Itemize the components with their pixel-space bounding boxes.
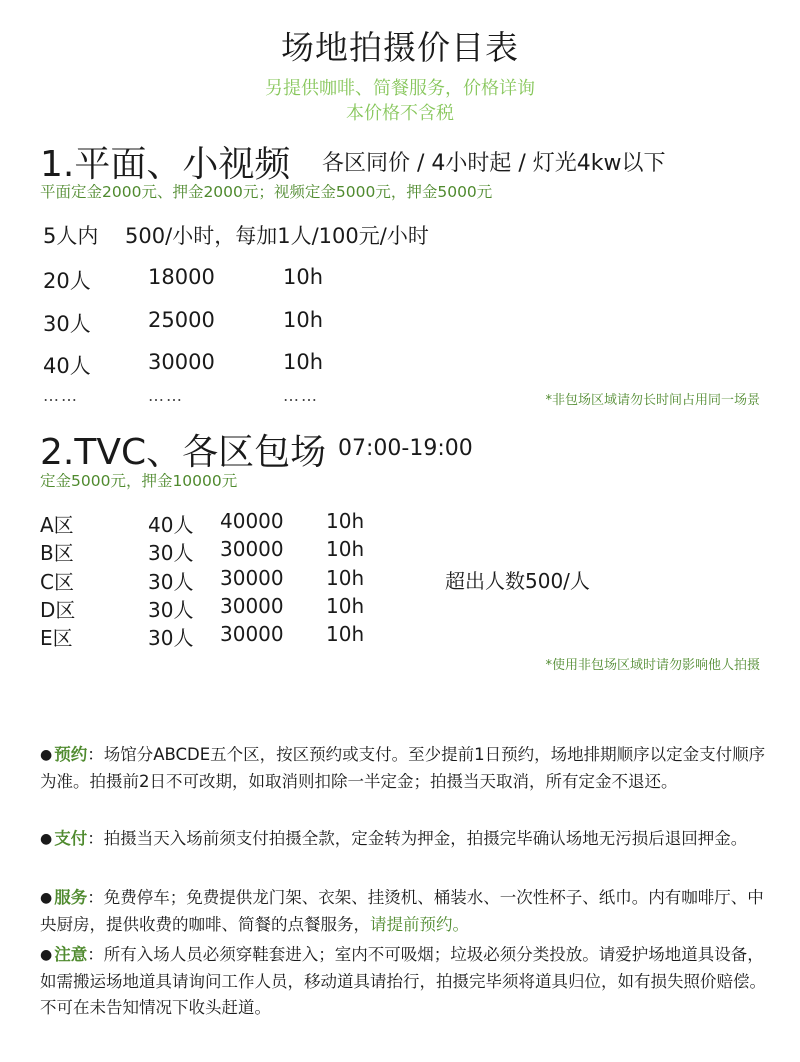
bullet-icon: ● <box>40 831 53 847</box>
zone-name: C区 <box>40 570 74 594</box>
bullet-icon: ● <box>40 947 53 963</box>
section1-note: 各区同价 / 4小时起 / 灯光4kw以下 <box>322 151 666 176</box>
zone-price: 30000 <box>220 594 284 618</box>
section2-heading: 2.TVC、各区包场 <box>40 432 327 473</box>
section1-rate-line: 5人内 500/小时，每加1人/100元/小时 <box>43 224 429 248</box>
zone-price: 40000 <box>220 509 284 533</box>
subtitle-tax: 本价格不含税 <box>346 103 454 124</box>
ellipsis: …… <box>283 386 319 405</box>
attention-text: ：所有入场人员必须穿鞋套进入；室内不可吸烟；垃圾必须分类投放。请爱护场地道具设备，如需搬运场地道具请询问工作人员，移动道具请抬行，拍摄完毕须将道具归位，如有损失照价赔偿。不可在未告知情况下收头赶道。 <box>40 945 766 1017</box>
service-paragraph <box>40 885 770 938</box>
attention-label: 注意 <box>54 945 88 964</box>
overage-note: 超出人数500/人 <box>445 569 590 593</box>
section2-side-note: *使用非包场区域时请勿影响他人拍摄 <box>545 658 760 673</box>
zone-price: 30000 <box>220 622 284 646</box>
section1-row-price: 25000 <box>148 308 215 332</box>
zone-name: A区 <box>40 513 74 537</box>
zone-name: B区 <box>40 541 74 565</box>
ellipsis: …… <box>148 386 184 405</box>
zone-people: 30人 <box>148 598 194 622</box>
zone-price: 30000 <box>220 566 284 590</box>
ellipsis: …… <box>43 386 79 405</box>
section1-row-duration: 10h <box>283 265 324 289</box>
section1-row-price: 30000 <box>148 350 215 374</box>
payment-label: 支付 <box>54 829 88 848</box>
zone-duration: 10h <box>326 566 365 590</box>
zone-price: 30000 <box>220 537 284 561</box>
service-label: 服务 <box>54 888 88 907</box>
section1-row-duration: 10h <box>283 308 324 332</box>
zone-duration: 10h <box>326 537 365 561</box>
booking-label: 预约 <box>54 745 88 764</box>
zone-people: 30人 <box>148 541 194 565</box>
booking-paragraph <box>40 742 770 795</box>
zone-people: 40人 <box>148 513 194 537</box>
section2-deposit: 定金5000元，押金10000元 <box>40 472 238 490</box>
zone-people: 30人 <box>148 570 194 594</box>
section1-side-note: *非包场区域请勿长时间占用同一场景 <box>545 393 760 408</box>
zone-name: D区 <box>40 598 76 622</box>
service-highlight: 请提前预约。 <box>370 914 469 934</box>
section1-row-people: 30人 <box>43 312 91 336</box>
section1-row-duration: 10h <box>283 350 324 374</box>
payment-text: ：拍摄当天入场前须支付拍摄全款，定金转为押金，拍摄完毕确认场地无污损后退回押金。 <box>87 829 748 848</box>
page-title: 场地拍摄价目表 <box>281 28 519 67</box>
payment-paragraph <box>40 826 770 853</box>
service-text: ：免费停车；免费提供龙门架、衣架、挂烫机、桶装水、一次性杯子、纸巾。内有咖啡厅、中央厨房，提供收费的咖啡、简餐的点餐服务， <box>40 888 764 934</box>
section2-time: 07:00-19:00 <box>338 436 473 461</box>
section1-deposit: 平面定金2000元、押金2000元；视频定金5000元，押金5000元 <box>40 183 493 201</box>
subtitle-service: 另提供咖啡、简餐服务，价格详询 <box>265 78 535 99</box>
zone-duration: 10h <box>326 509 365 533</box>
section1-heading: 1.平面、小视频 <box>40 144 291 185</box>
booking-text: ：场馆分ABCDE五个区，按区预约或支付。至少提前1日预约，场地排期顺序以定金支付顺序为准。拍摄前2日不可改期，如取消则扣除一半定金；拍摄当天取消，所有定金不退还。 <box>40 745 766 791</box>
zone-duration: 10h <box>326 622 365 646</box>
zone-name: E区 <box>40 626 73 650</box>
zone-duration: 10h <box>326 594 365 618</box>
bullet-icon: ● <box>40 890 53 906</box>
section1-row-people: 40人 <box>43 354 91 378</box>
section1-row-people: 20人 <box>43 269 91 293</box>
zone-people: 30人 <box>148 626 194 650</box>
section1-row-price: 18000 <box>148 265 215 289</box>
attention-paragraph <box>40 942 770 1022</box>
bullet-icon: ● <box>40 747 53 763</box>
